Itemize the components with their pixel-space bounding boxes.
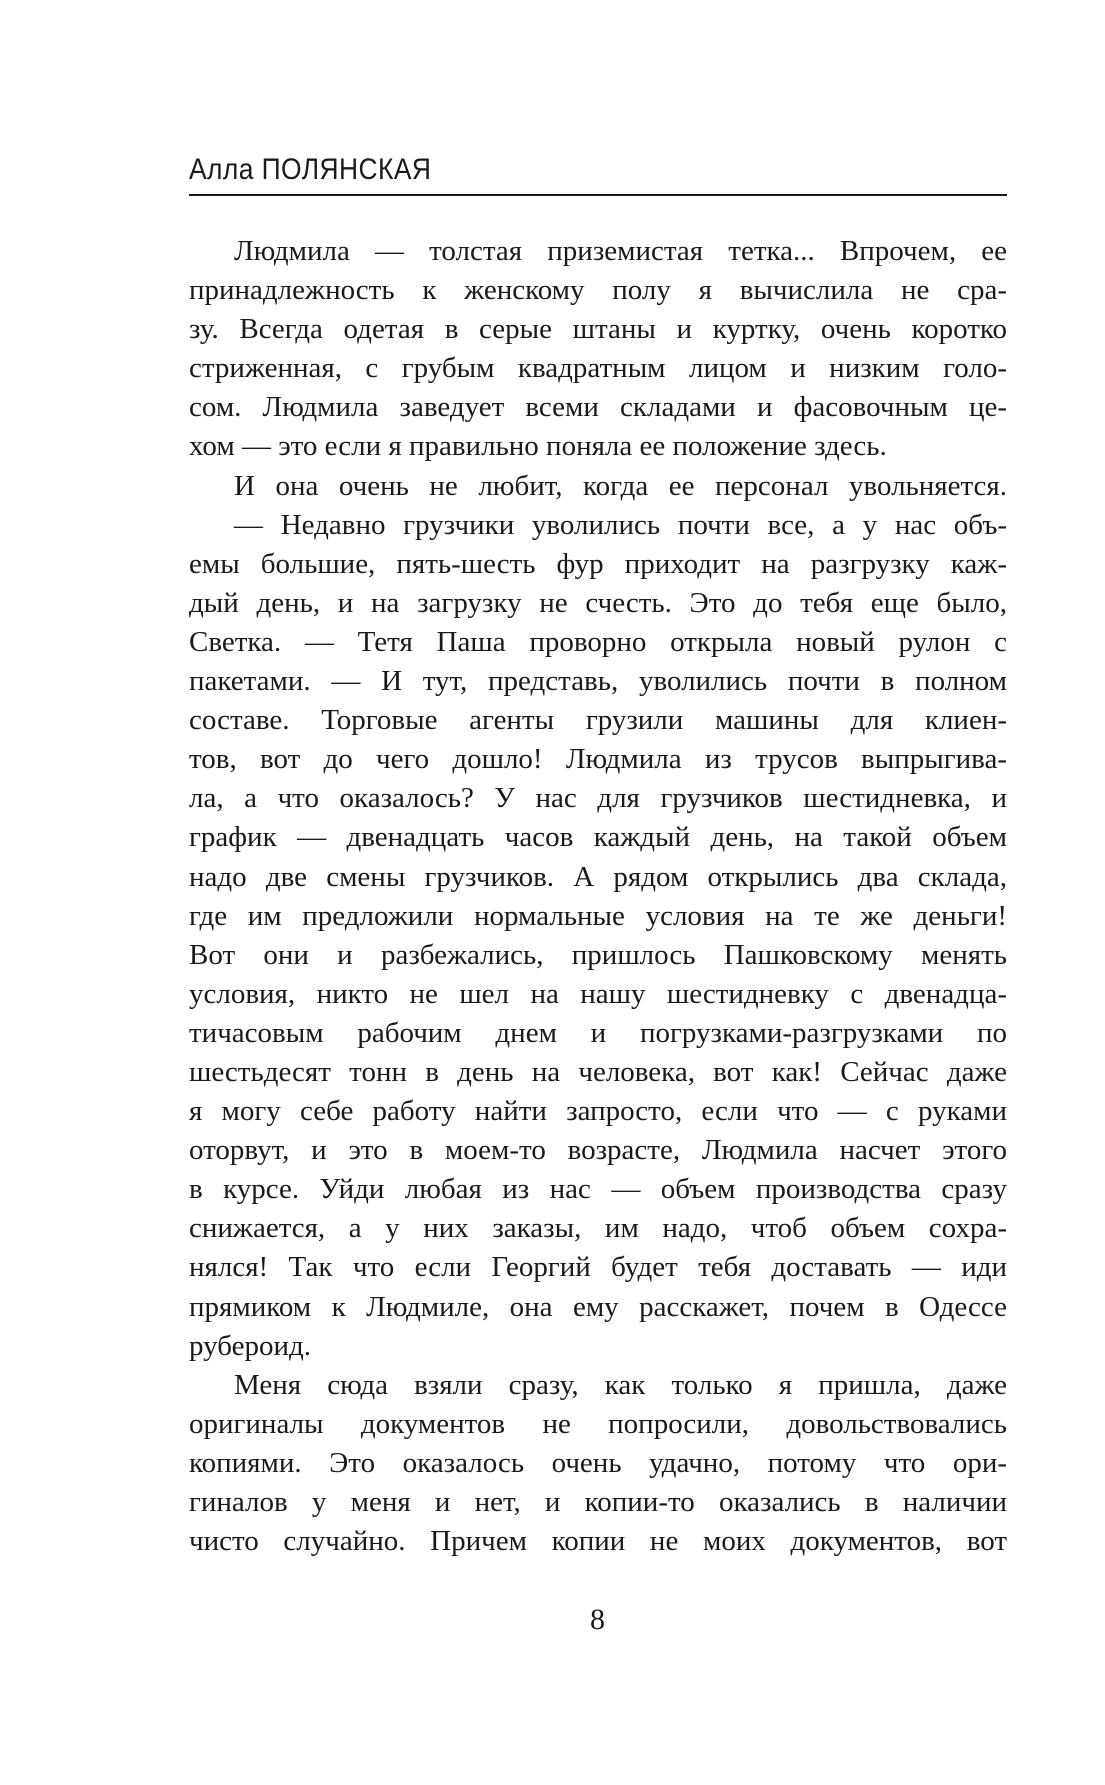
text-line: хом — это если я правильно поняла ее положение здесь. xyxy=(189,430,887,463)
text-line: оригиналы документов не попросили, довольствовались xyxy=(189,1407,1007,1440)
text-line: гиналов у меня и нет, и копии-то оказались в наличии xyxy=(189,1486,1007,1518)
text-line: емы большие, пять-шесть фур приходит на разгрузку каж- xyxy=(189,547,1007,580)
text-line: сом. Людмила заведует всеми складами и фасовочным це- xyxy=(189,391,1007,424)
text-line: шестьдесят тонн в день на человека, вот как! Сейчас даже xyxy=(189,1055,1007,1088)
text-line: ла, а что оказалось? У нас для грузчиков шестидневка, и xyxy=(189,782,1007,815)
text-line: принадлежность к женскому полу я вычислила не сра- xyxy=(189,274,1007,307)
text-line: нялся! Так что если Георгий будет тебя доставать — иди xyxy=(189,1251,1007,1284)
header-rule xyxy=(189,194,1007,196)
text-line: чисто случайно. Причем копии не моих документов, вот xyxy=(189,1525,1007,1558)
text-line: Светка. — Тетя Паша проворно открыла новый рулон с xyxy=(189,625,1007,658)
text-line: Вот они и разбежались, пришлось Пашковскому менять xyxy=(189,938,1007,971)
text-line: И она очень не любит, когда ее персонал увольняется. xyxy=(234,469,1007,502)
page-number: 8 xyxy=(590,1603,605,1636)
text-line: составе. Торговые агенты грузили машины для клиен- xyxy=(189,704,1007,737)
text-line: — Недавно грузчики уволились почти все, а у нас объ- xyxy=(234,508,1007,541)
text-line: Людмила — толстая приземистая тетка... Впрочем, ее xyxy=(234,235,1007,267)
text-line: прямиком к Людмиле, она ему расскажет, почем в Одессе xyxy=(189,1290,1007,1323)
text-line: в курсе. Уйди любая из нас — объем производства сразу xyxy=(189,1173,1007,1206)
text-line: рубероид. xyxy=(189,1329,312,1362)
text-line: условия, никто не шел на нашу шестидневку с двенадца- xyxy=(189,977,1007,1010)
text-line: пакетами. — И тут, представь, уволились почти в полном xyxy=(189,665,1007,698)
text-line: стриженная, с грубым квадратным лицом и низким голо- xyxy=(189,352,1007,385)
text-line: оторвут, и это в моем-то возрасте, Людмила насчет этого xyxy=(189,1134,1007,1167)
text-line: снижается, а у них заказы, им надо, чтоб объем сохра- xyxy=(189,1212,1007,1245)
text-line: надо две смены грузчиков. А рядом открылись два склада, xyxy=(189,860,1007,893)
text-line: тов, вот до чего дошло! Людмила из трусов выпрыгива- xyxy=(189,743,1007,776)
text-line: Меня сюда взяли сразу, как только я пришла, даже xyxy=(234,1368,1007,1401)
text-line: зу. Всегда одетая в серые штаны и куртку, очень коротко xyxy=(189,313,1007,346)
text-line: где им предложили нормальные условия на те же деньги! xyxy=(189,899,1007,932)
page-body xyxy=(189,232,1007,1561)
text-line: график — двенадцать часов каждый день, на такой объем xyxy=(189,821,1007,854)
text-line: дый день, и на загрузку не счесть. Это до тебя еще было, xyxy=(189,586,1007,619)
text-line: копиями. Это оказалось очень удачно, потому что ори- xyxy=(189,1446,1007,1479)
running-title: Алла ПОЛЯНСКАЯ xyxy=(189,153,432,186)
text-line: я могу себе работу найти запросто, если что — с руками xyxy=(189,1095,1007,1128)
text-line: тичасовым рабочим днем и погрузками-разгрузками по xyxy=(189,1016,1007,1049)
